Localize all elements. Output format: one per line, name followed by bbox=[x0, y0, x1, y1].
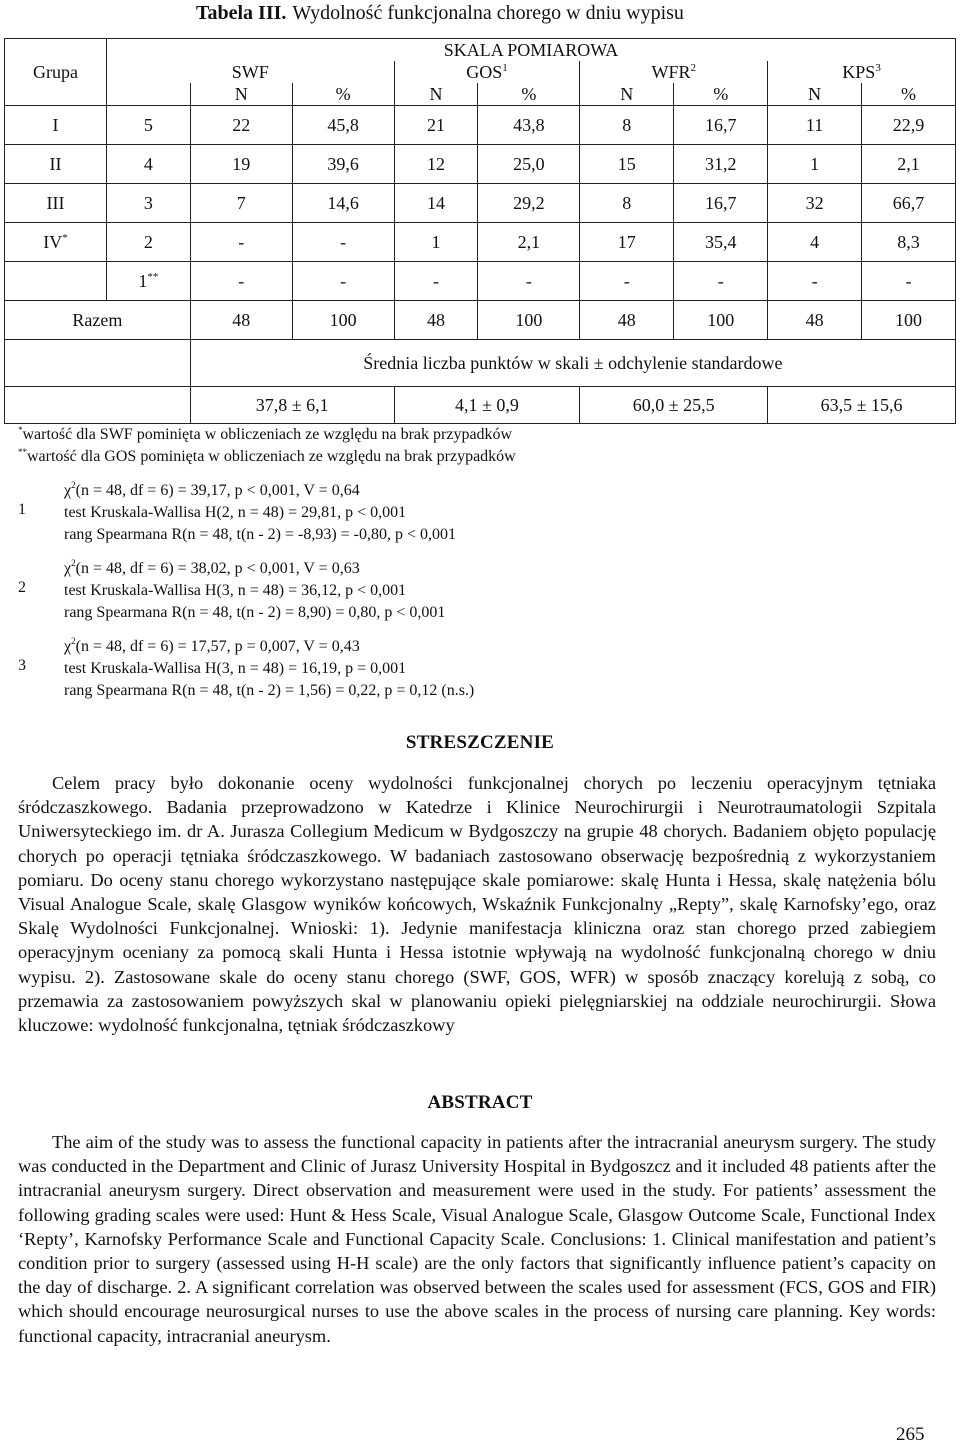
chi-square-line: $\chi^2(n = 48$, df = 6) = 17,57, p = 0,007, V = 0,43 bbox=[64, 636, 360, 655]
table-cell: 100 bbox=[292, 301, 394, 340]
table-cell: 2,1 bbox=[478, 223, 580, 262]
table-cell: 25,0 bbox=[478, 145, 580, 184]
table-cell: 2 bbox=[106, 223, 190, 262]
percent-subheader: % bbox=[292, 83, 394, 106]
stat-lines bbox=[64, 636, 474, 702]
table-cell: - bbox=[862, 262, 956, 301]
kruskal-wallis-line: test Kruskala-Wallisa H(2, n = 48) = 29,81, p < 0,001 bbox=[64, 504, 407, 521]
stat-number: 1 bbox=[18, 501, 26, 518]
streszczenie-title: STRESZCZENIE bbox=[405, 732, 555, 753]
table-cell: 48 bbox=[768, 301, 862, 340]
mean-value-cell: 60,0 ± 25,5 bbox=[580, 387, 768, 424]
abstract-title: ABSTRACT bbox=[427, 1092, 533, 1113]
table-cell: 7 bbox=[190, 184, 292, 223]
table-cell: 100 bbox=[862, 301, 956, 340]
group-cell: IV* bbox=[5, 223, 107, 262]
scale-header: SKALA POMIAROWA bbox=[106, 39, 955, 62]
table-cell: 31,2 bbox=[674, 145, 768, 184]
group-cell: I bbox=[5, 106, 107, 145]
scale-name: WFR$^2$ bbox=[580, 61, 768, 83]
kruskal-wallis-line: test Kruskala-Wallisa H(3, n = 48) = 36,12, p < 0,001 bbox=[64, 582, 407, 599]
blank-subheader bbox=[106, 83, 190, 106]
spearman-line: rang Spearmana R(n = 48, t(n - 2) = 1,56) = 0,22, p = 0,12 (n.s.) bbox=[64, 682, 475, 699]
table-row bbox=[5, 184, 956, 223]
table-cell: 100 bbox=[478, 301, 580, 340]
table-cell: 48 bbox=[580, 301, 674, 340]
group-cell bbox=[5, 262, 107, 301]
table-cell: 45,8 bbox=[292, 106, 394, 145]
mean-value-cell: 37,8 ± 6,1 bbox=[190, 387, 394, 424]
footnote: **wartość dla GOS pominięta w obliczeniach ze względu na brak przypadków bbox=[18, 447, 516, 465]
scale-name: SWF bbox=[106, 61, 394, 83]
n-subheader: N bbox=[768, 83, 862, 106]
table-cell: - bbox=[190, 223, 292, 262]
mean-label-row bbox=[5, 340, 956, 387]
group-cell: II bbox=[5, 145, 107, 184]
table-cell: 8 bbox=[580, 184, 674, 223]
table-cell: 39,6 bbox=[292, 145, 394, 184]
mean-value-cell: 4,1 ± 0,9 bbox=[394, 387, 580, 424]
table-row bbox=[5, 223, 956, 262]
blank-cell bbox=[5, 387, 191, 424]
table-cell: 4 bbox=[768, 223, 862, 262]
stat-number: 3 bbox=[18, 657, 26, 674]
group-cell: Razem bbox=[5, 301, 191, 340]
group-header: Grupa bbox=[5, 39, 107, 106]
stat-lines bbox=[64, 480, 456, 546]
table-cell: - bbox=[394, 262, 478, 301]
abstract-text: The aim of the study was to assess the functional capacity in patients after the intracranial aneurysm surgery. The study was conducted in the Department and Clinic of Jurasz University Hospital in Bydgoszcz and it included 48 patients after the intracranial aneurysm surgery. Direct observation and measurement were used in the study. For patients’ assessment the following grading scales were used: Hunt & Hess Scale, Visual Analogue Scale, Glasgow Outcome Scale, Functional Index ‘Repty’, Karnofsky Performance Scale and Functional Capacity Scale. Conclusions: 1. Clinical manifestation and patient’s condition prior to surgery (assessed using H-H scale) are the only factors that significantly influence patient’s capacity on the day of discharge. 2. A significant correlation was observed between the scales used for assessment (FCS, GOS and FIR) which should encourage neurosurgical nurses to use the above scales in the process of nursing care planning. Key words: functional capacity, intracranial aneurysm. bbox=[18, 1132, 936, 1346]
blank-cell bbox=[5, 340, 191, 387]
n-subheader: N bbox=[580, 83, 674, 106]
stat-block bbox=[18, 476, 718, 554]
table-footnotes bbox=[18, 424, 718, 468]
group-cell: III bbox=[5, 184, 107, 223]
table-row bbox=[5, 301, 956, 340]
table-cell: 48 bbox=[394, 301, 478, 340]
stat-block bbox=[18, 632, 718, 710]
table-cell: 21 bbox=[394, 106, 478, 145]
table-cell: 16,7 bbox=[674, 106, 768, 145]
percent-subheader: % bbox=[674, 83, 768, 106]
table-cell: 100 bbox=[674, 301, 768, 340]
table-cell: 12 bbox=[394, 145, 478, 184]
table-cell: 22,9 bbox=[862, 106, 956, 145]
kruskal-wallis-line: test Kruskala-Wallisa H(3, n = 48) = 16,19, p = 0,001 bbox=[64, 660, 407, 677]
mean-value-cell: 63,5 ± 15,6 bbox=[768, 387, 956, 424]
table-cell: 14,6 bbox=[292, 184, 394, 223]
mean-values-row bbox=[5, 387, 956, 424]
table-cell: 2,1 bbox=[862, 145, 956, 184]
table-cell: 1** bbox=[106, 262, 190, 301]
scale-name: KPS$^3$ bbox=[768, 61, 956, 83]
table-title bbox=[196, 0, 836, 26]
table-cell: - bbox=[190, 262, 292, 301]
table-cell: - bbox=[292, 223, 394, 262]
table-cell: 1 bbox=[768, 145, 862, 184]
chi-square-line: $\chi^2(n = 48$, df = 6) = 39,17, p < 0,001, V = 0,64 bbox=[64, 480, 360, 499]
statistics-notes bbox=[18, 476, 718, 710]
results-table bbox=[4, 38, 956, 424]
table-cell: - bbox=[292, 262, 394, 301]
percent-subheader: % bbox=[862, 83, 956, 106]
stat-number: 2 bbox=[18, 579, 26, 596]
n-subheader: N bbox=[190, 83, 292, 106]
spearman-line: rang Spearmana R(n = 48, t(n - 2) = -8,93) = -0,80, p < 0,001 bbox=[64, 526, 457, 543]
table-cell: 22 bbox=[190, 106, 292, 145]
table-cell: 1 bbox=[394, 223, 478, 262]
table-row bbox=[5, 106, 956, 145]
table-cell: 48 bbox=[190, 301, 292, 340]
table-cell: 19 bbox=[190, 145, 292, 184]
streszczenie-text: Celem pracy było dokonanie oceny wydolności funkcjonalnej chorych po leczeniu operacyjnym tętniaka śródczaszkowego. Badania przeprowadzono w Katedrze i Klinice Neurochirurgii i Neurotraumatologii Szpitala Uniwersyteckiego im. dr A. Jurasza Collegium Medicum w Bydgoszczy na grupie 48 chorych. Badaniem objęto populację chorych po operacji tętniaka śródczaszkowego. W badaniach zastosowano obserwację bezpośrednią z wykorzystaniem pomiaru. Do oceny stanu chorego wykorzystano następujące skale pomiarowe: skalę Hunta i Hessa, skalę natężenia bólu Visual Analogue Scale, skalę Glasgow wyników końcowych, Wskaźnik Funkcjonalny „Repty”, skalę Karnofsky’ego, oraz Skalę Wydolności Funkcjonalnej. Wnioski: 1). Jedynie manifestacja kliniczna oraz stan chorego przed zabiegiem operacyjnym oceniany za pomocą skali Hunta i Hessa istotnie wpływają na wydolność funkcjonalną chorego w dniu wypisu. 2). Zastosowane skale do oceny stanu chorego (SWF, GOS, WFR) w sposób znaczący korelują z sobą, co przemawia za zastosowaniem powyższych skal w planowaniu opieki pielęgniarskiej na oddziale neurochirurgii. Słowa kluczowe: wydolność funkcjonalna, tętniak śródczaszkowy bbox=[18, 773, 936, 1036]
scale-name: GOS$^1$ bbox=[394, 61, 580, 83]
table-cell: 8 bbox=[580, 106, 674, 145]
table-cell: 11 bbox=[768, 106, 862, 145]
table-cell: 17 bbox=[580, 223, 674, 262]
table-row bbox=[5, 145, 956, 184]
table-cell: 16,7 bbox=[674, 184, 768, 223]
table-row bbox=[5, 262, 956, 301]
n-subheader: N bbox=[394, 83, 478, 106]
table-cell: 35,4 bbox=[674, 223, 768, 262]
table-cell: 32 bbox=[768, 184, 862, 223]
table-cell: - bbox=[674, 262, 768, 301]
table-cell: 29,2 bbox=[478, 184, 580, 223]
table-cell: - bbox=[478, 262, 580, 301]
table-cell: 5 bbox=[106, 106, 190, 145]
mean-label: Średnia liczba punktów w skali ± odchylenie standardowe bbox=[190, 340, 955, 387]
table-cell: 43,8 bbox=[478, 106, 580, 145]
table-title-text: Wydolność funkcjonalna chorego w dniu wypisu bbox=[292, 2, 684, 24]
table-cell: - bbox=[768, 262, 862, 301]
table-cell: - bbox=[580, 262, 674, 301]
table-cell: 4 bbox=[106, 145, 190, 184]
footnote: *wartość dla SWF pominięta w obliczeniach ze względu na brak przypadków bbox=[18, 425, 513, 443]
spearman-line: rang Spearmana R(n = 48, t(n - 2) = 8,90) = 0,80, p < 0,001 bbox=[64, 604, 446, 621]
table-title-prefix: Tabela III. bbox=[196, 2, 287, 24]
table-cell: 66,7 bbox=[862, 184, 956, 223]
table-cell: 3 bbox=[106, 184, 190, 223]
table-cell: 8,3 bbox=[862, 223, 956, 262]
table-cell: 15 bbox=[580, 145, 674, 184]
stat-lines bbox=[64, 558, 445, 624]
stat-block bbox=[18, 554, 718, 632]
table-cell: 14 bbox=[394, 184, 478, 223]
page-number: 265 bbox=[896, 1424, 925, 1445]
chi-square-line: $\chi^2(n = 48$, df = 6) = 38,02, p < 0,001, V = 0,63 bbox=[64, 558, 360, 577]
percent-subheader: % bbox=[478, 83, 580, 106]
